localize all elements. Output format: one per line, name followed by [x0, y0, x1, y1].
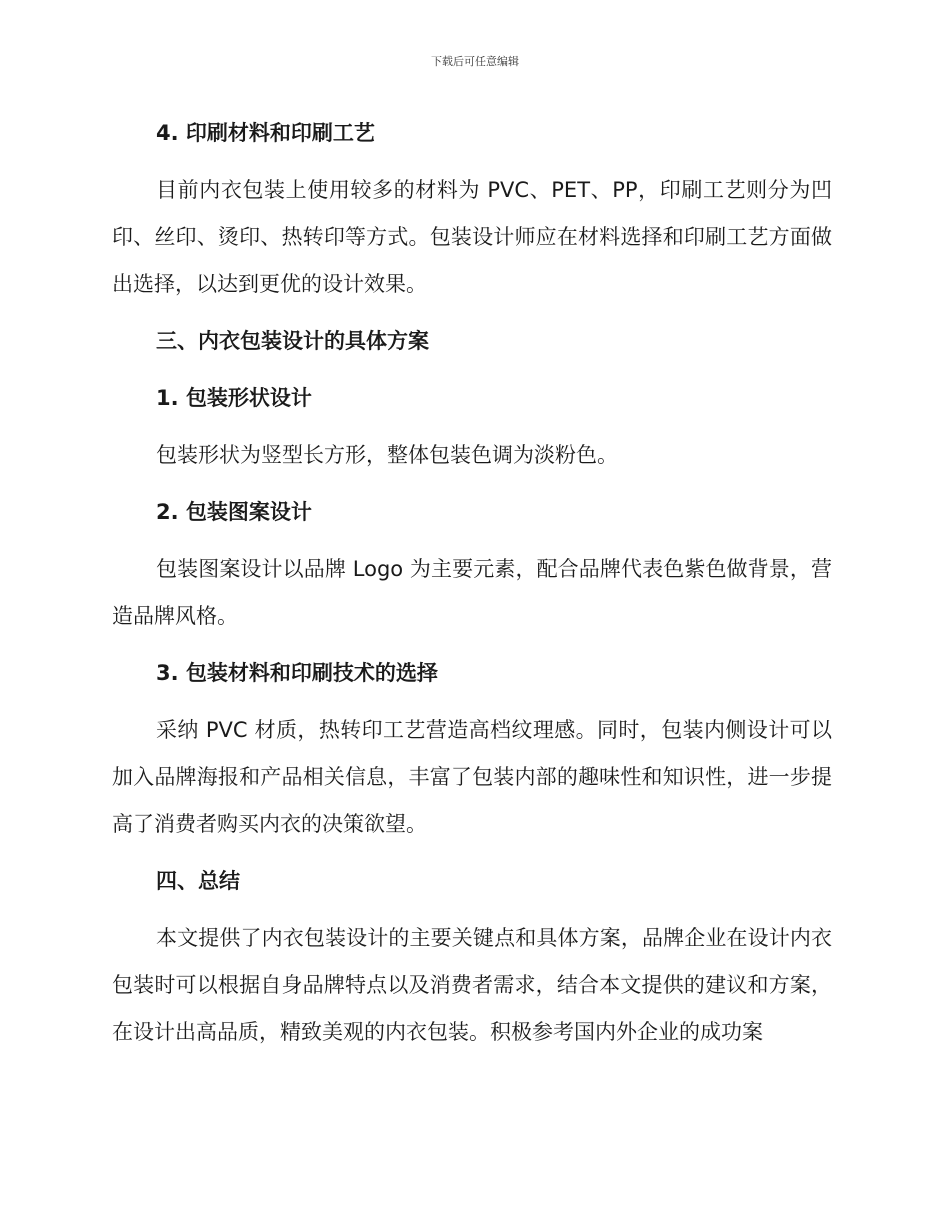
- plan-3-paragraph: 采纳 PVC 材质，热转印工艺营造高档纹理感。同时，包装内侧设计可以加入品牌海报和产品相关信息，丰富了包装内部的趣味性和知识性，进一步提高了消费者购买内衣的决策欲望。: [112, 718, 832, 836]
- part-3-heading: 三、内衣包装设计的具体方案: [156, 329, 429, 353]
- plan-1-paragraph: 包装形状为竖型长方形，整体包装色调为淡粉色。: [156, 443, 618, 467]
- summary-paragraph: 本文提供了内衣包装设计的主要关键点和具体方案，品牌企业在设计内衣包装时可以根据自身品牌特点以及消费者需求，结合本文提供的建议和方案，在设计出高品质，精致美观的内衣包装。积极参考国内外企业的成功案: [112, 926, 832, 1044]
- plan-3-heading: 3. 包装材料和印刷技术的选择: [156, 661, 438, 685]
- page-header: 下载后可任意编辑: [431, 55, 519, 68]
- section-4-heading: 4. 印刷材料和印刷工艺: [156, 121, 375, 145]
- plan-2-paragraph: 包装图案设计以品牌 Logo 为主要元素，配合品牌代表色紫色做背景，营造品牌风格。: [112, 557, 832, 628]
- plan-1-heading: 1. 包装形状设计: [156, 386, 312, 410]
- plan-2-heading: 2. 包装图案设计: [156, 500, 312, 524]
- section-4-paragraph: 目前内衣包装上使用较多的材料为 PVC、PET、PP，印刷工艺则分为凹印、丝印、烫印、热转印等方式。包装设计师应在材料选择和印刷工艺方面做出选择，以达到更优的设计效果。: [112, 178, 832, 296]
- part-4-heading: 四、总结: [156, 869, 240, 893]
- document-body: [112, 110, 832, 1056]
